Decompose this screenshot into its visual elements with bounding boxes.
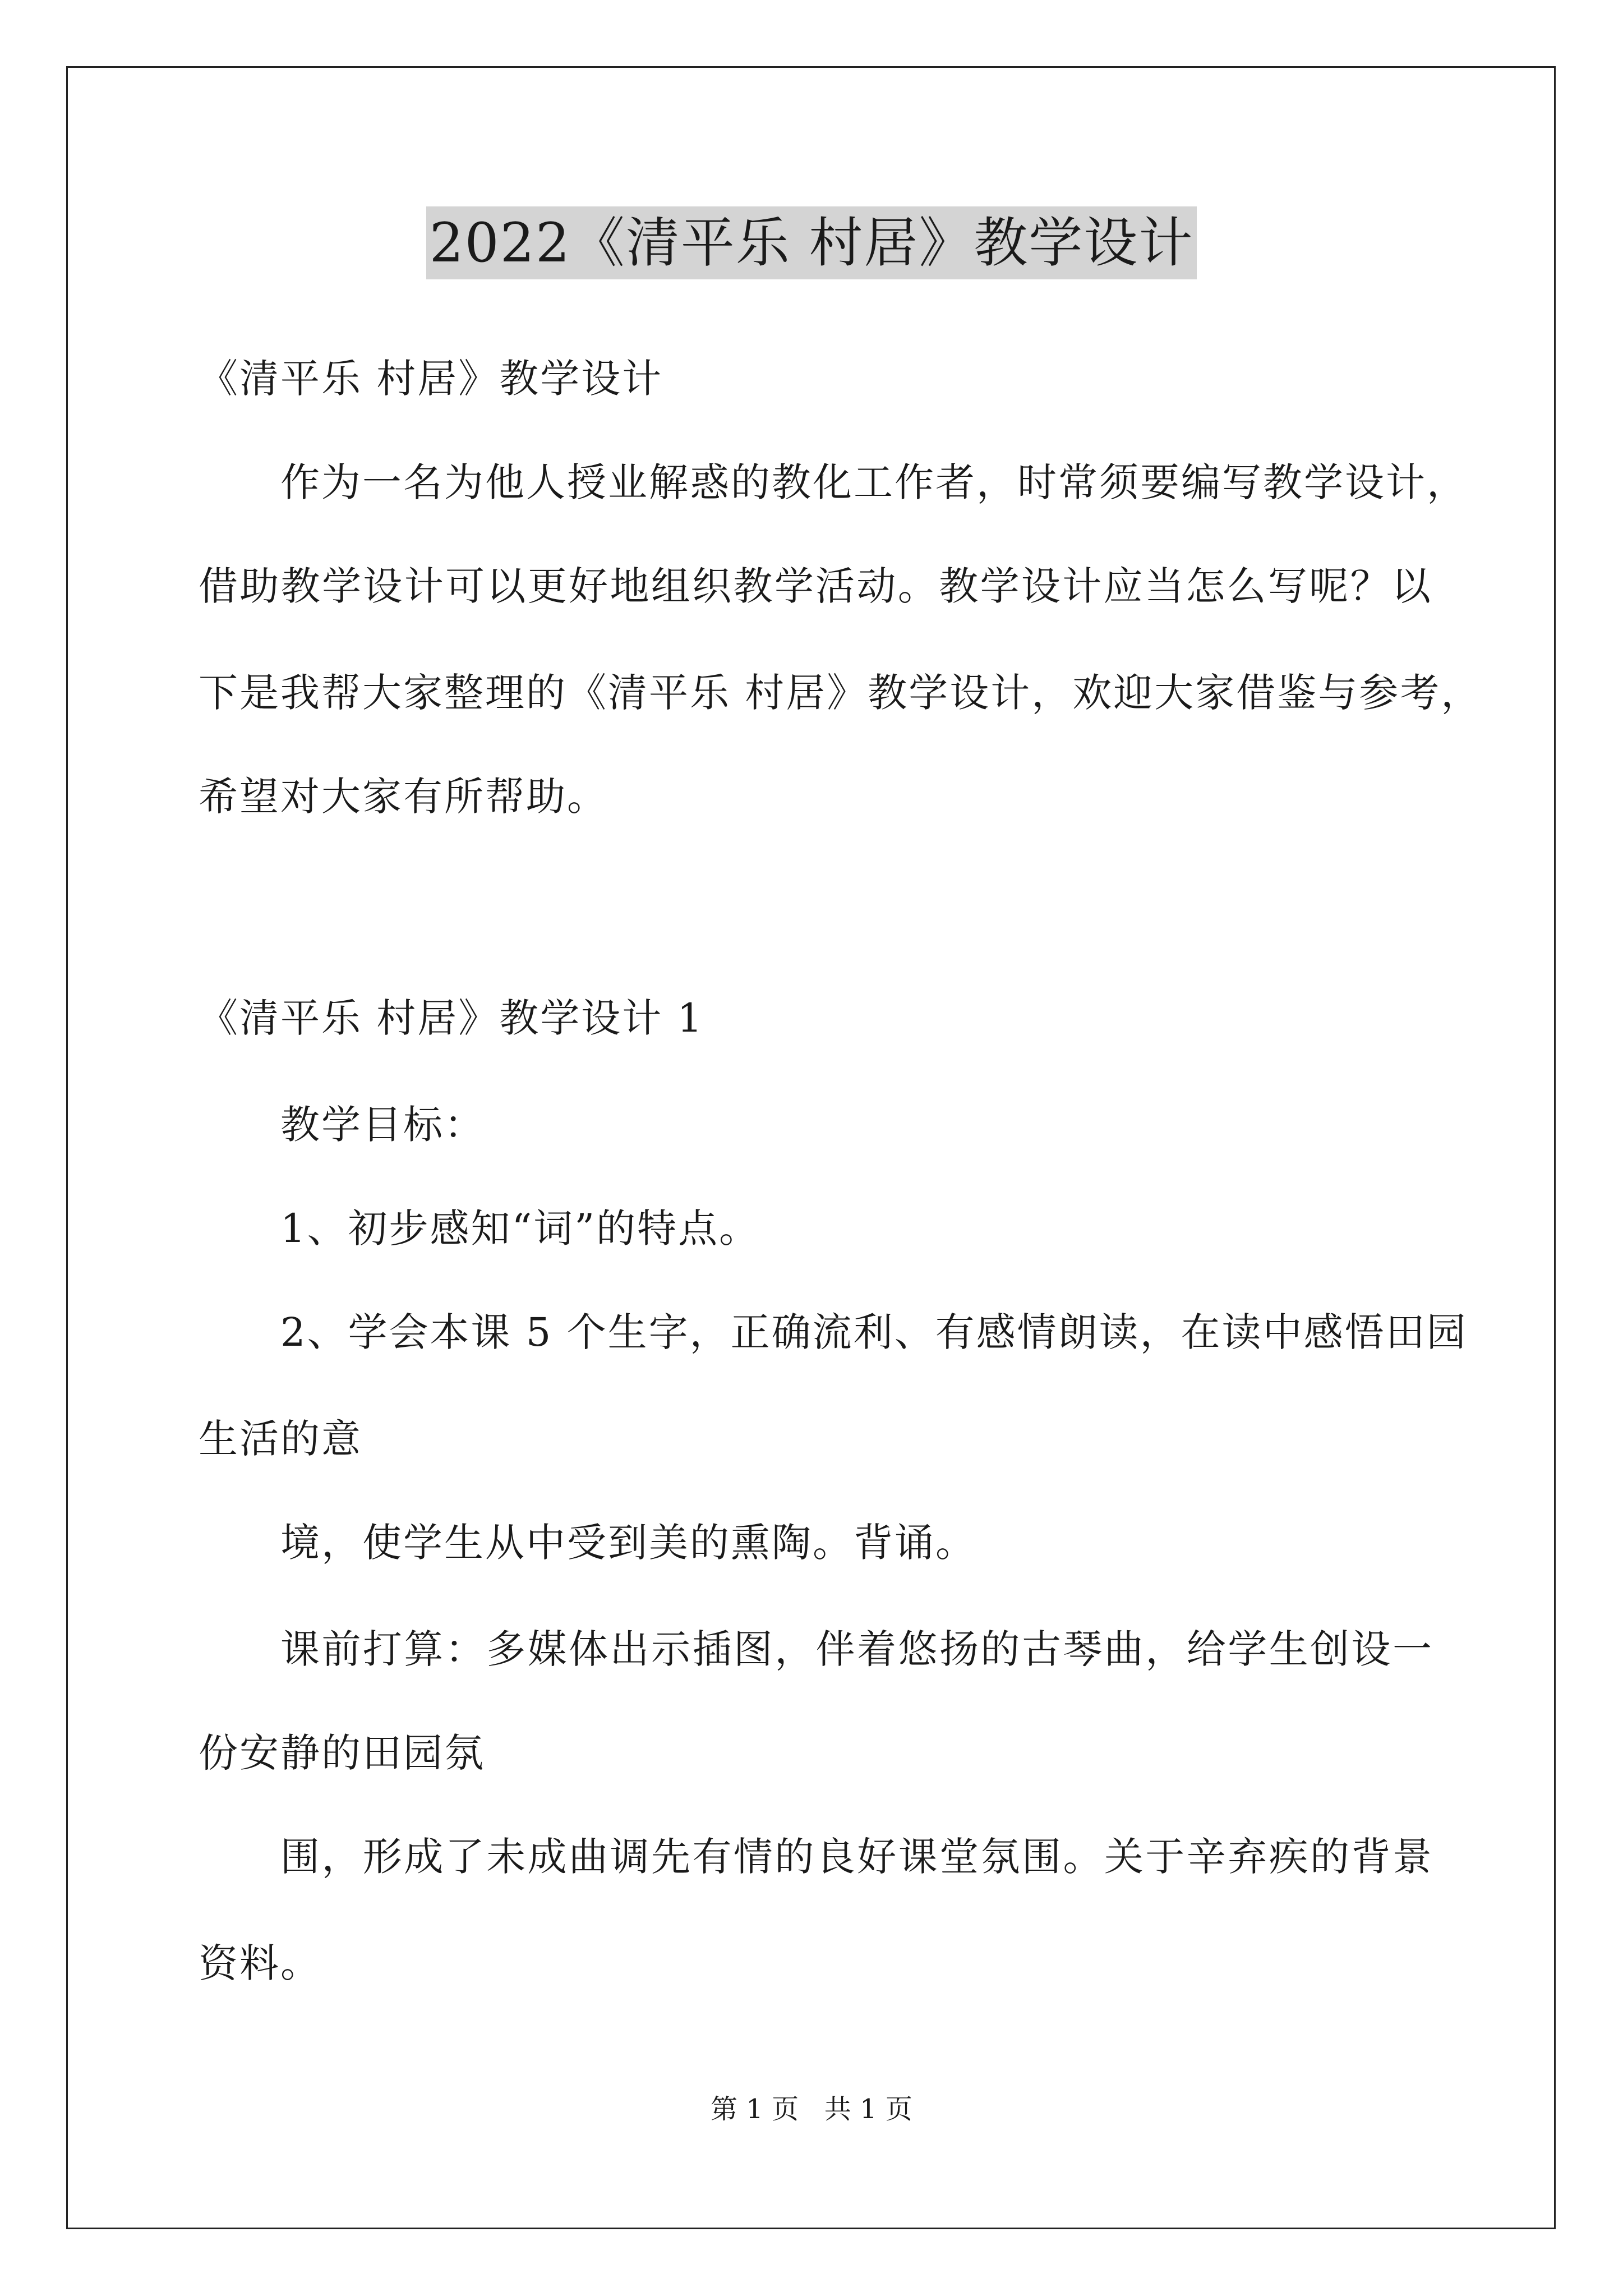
document-title: 2022《清平乐 村居》教学设计	[426, 206, 1197, 279]
prep-line-4: 资料。	[199, 1940, 321, 1986]
prep-line-3: 围，形成了未成曲调先有情的良好课堂氛围。关于辛弃疾的背景	[280, 1834, 1433, 1880]
intro-line-3: 下是我帮大家整理的《清平乐 村居》教学设计，欢迎大家借鉴与参考，	[199, 670, 1482, 716]
section-heading: 《清平乐 村居》教学设计 1	[199, 995, 704, 1041]
goals-label: 教学目标：	[280, 1102, 485, 1148]
goal-2-line-1: 2、学会本课 5 个生字，正确流利、有感情朗读，在读中感悟田园	[280, 1309, 1468, 1355]
intro-line-2: 借助教学设计可以更好地组织教学活动。教学设计应当怎么写呢？以	[199, 563, 1432, 609]
page-footer: 第 1 页 共 1 页	[711, 2093, 912, 2125]
title-container	[0, 206, 1623, 279]
prep-line-1: 课前打算：多媒体出示插图，伴着悠扬的古琴曲，给学生创设一	[280, 1626, 1433, 1672]
subtitle: 《清平乐 村居》教学设计	[199, 356, 663, 402]
prep-line-2: 份安静的田园氛	[199, 1730, 485, 1776]
intro-line-1: 作为一名为他人授业解惑的教化工作者，时常须要编写教学设计，	[280, 459, 1468, 505]
goal-2-line-3: 境，使学生从中受到美的熏陶。背诵。	[280, 1520, 976, 1566]
goal-1: 1、初步感知“词”的特点。	[280, 1205, 760, 1251]
goal-2-line-2: 生活的意	[199, 1416, 362, 1462]
intro-line-4: 希望对大家有所帮助。	[199, 774, 608, 820]
